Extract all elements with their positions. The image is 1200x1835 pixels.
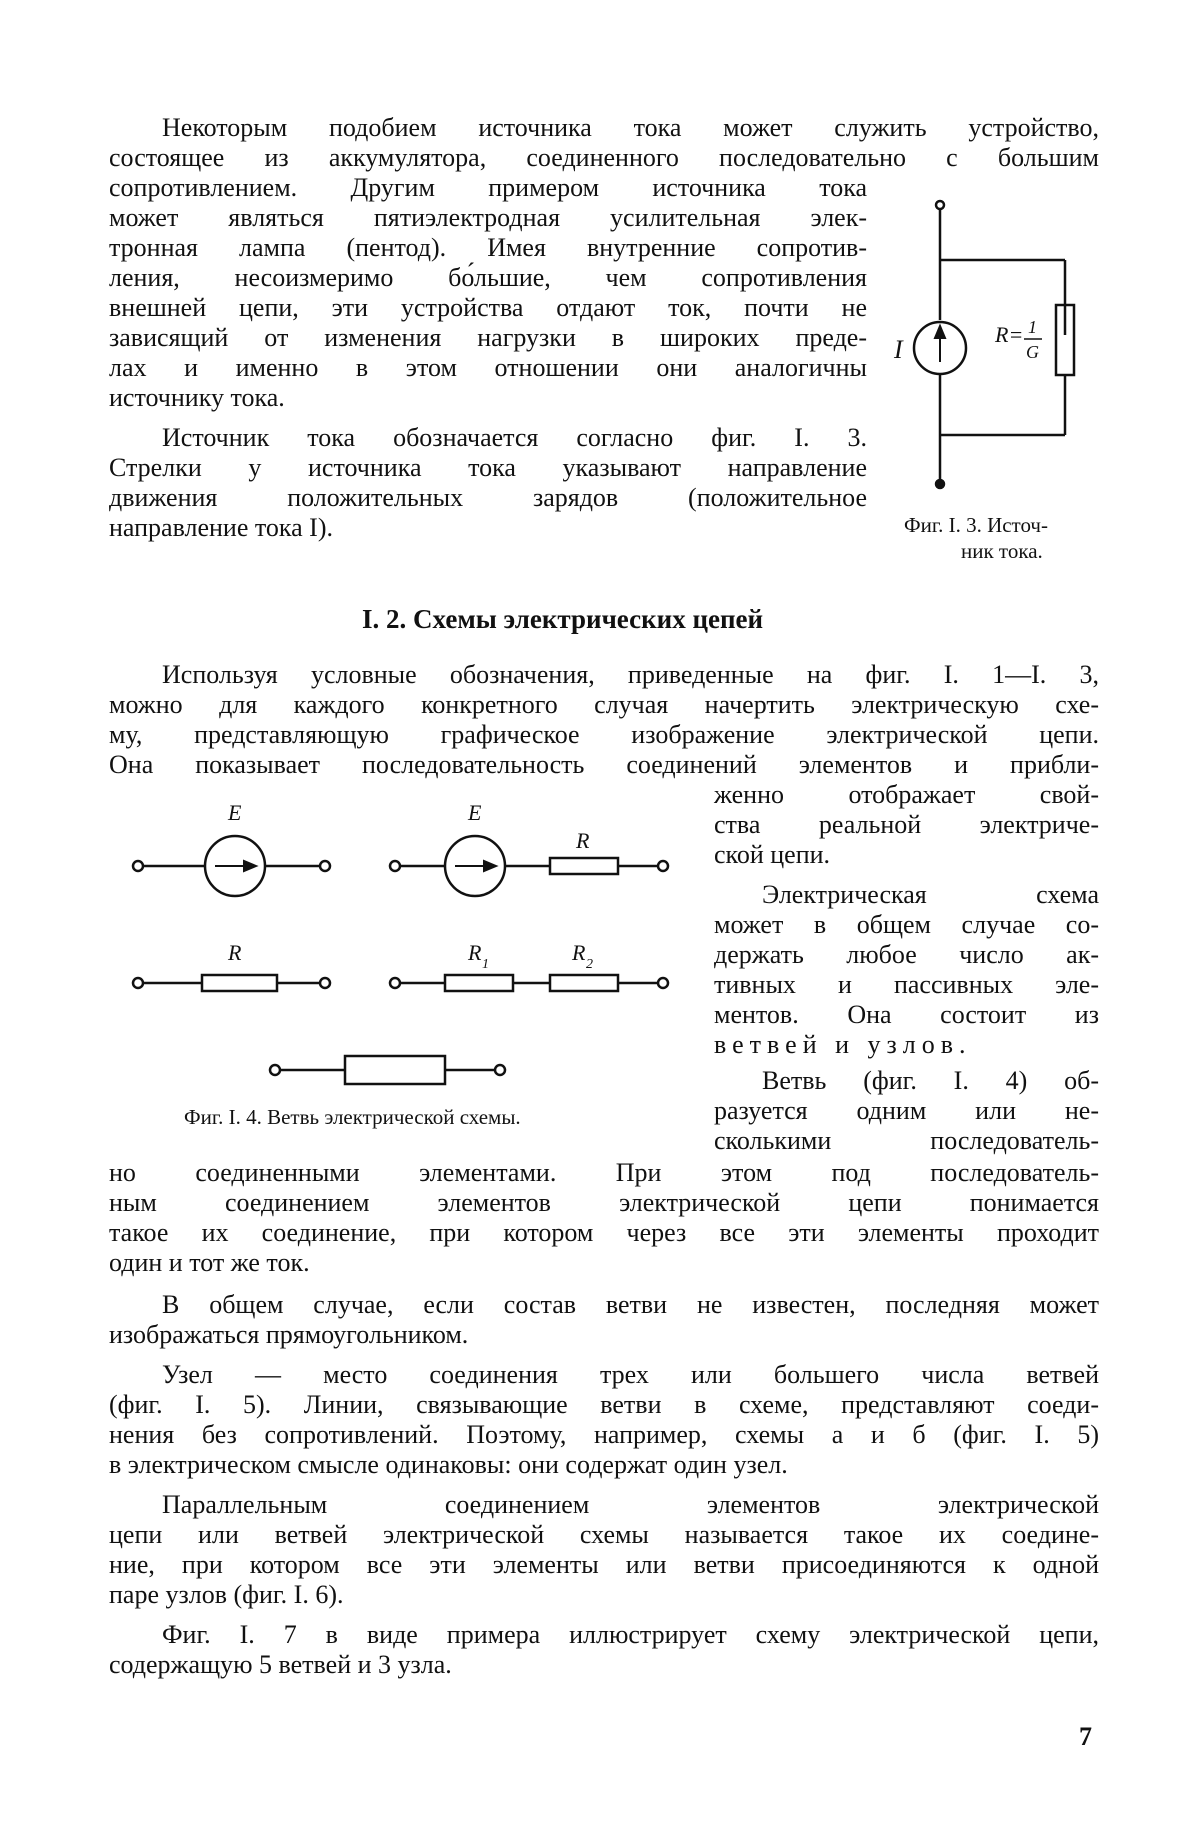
label-emf: E: [228, 800, 242, 825]
text-line: Некоторым подобием источника тока может служить устройство,: [162, 113, 1099, 142]
text-line: ментов. Она состоит из: [714, 1000, 1099, 1029]
label-fraction-den: G: [1026, 342, 1039, 362]
label-subscript: 2: [586, 957, 593, 972]
text-line: ской цепи.: [714, 840, 831, 869]
text-line: можно для каждого конкретного случая начертить электрическую схе-: [109, 690, 1099, 719]
figure-caption: ник тока.: [961, 539, 1043, 563]
text-line: ным соединением элементов электрической цепи понимается: [109, 1188, 1099, 1217]
text-line: ства реальной электриче-: [714, 810, 1099, 839]
text-line: такое их соединение, при котором через все эти элементы проходит: [109, 1218, 1099, 1247]
label-emf: E: [468, 800, 482, 825]
text-line: В общем случае, если состав ветви не известен, последняя может: [162, 1290, 1099, 1319]
text-line: ние, при котором все эти элементы или ветви присоединяются к одной: [109, 1550, 1099, 1579]
terminal-icon: [320, 861, 330, 871]
text-line: в электрическом смысле одинаковы: они содержат один узел.: [109, 1450, 788, 1479]
text-line: цепи или ветвей электрической схемы называется такое их соедине-: [109, 1520, 1099, 1549]
terminal-bottom-icon: [936, 480, 944, 488]
text-line: может являться пятиэлектродная усилительная элек-: [109, 203, 867, 232]
text-line: изображаться прямоугольником.: [109, 1320, 469, 1349]
label-subscript: 1: [482, 957, 489, 972]
terminal-icon: [133, 978, 143, 988]
text-line: тивных и пассивных эле-: [714, 970, 1099, 999]
label-resistance: R=: [995, 322, 1024, 347]
text-line: нения без сопротивлений. Поэтому, например, схемы а и б (фиг. I. 5): [109, 1420, 1099, 1449]
label-fraction-num: 1: [1028, 317, 1037, 337]
resistor-icon: [550, 858, 618, 874]
text-line: Она показывает последовательность соединений элементов и прибли-: [109, 750, 1099, 779]
figure-caption: Фиг. I. 3. Источ-: [904, 513, 1048, 537]
text-line: Стрелки у источника тока указывают направление: [109, 453, 867, 482]
text-line: один и тот же ток.: [109, 1248, 310, 1277]
terminal-icon: [658, 861, 668, 871]
terminal-icon: [658, 978, 668, 988]
branch-figure: [110, 790, 690, 1100]
text-line: но соединенными элементами. При этом под последователь-: [109, 1158, 1099, 1187]
text-line: может в общем случае со-: [714, 910, 1099, 939]
terminal-icon: [390, 861, 400, 871]
current-arrow-icon: [935, 326, 945, 362]
text-line: му, представляющую графическое изображение электрической цепи.: [109, 720, 1099, 749]
text-line: Параллельным соединением элементов электрической: [162, 1490, 1099, 1519]
branch-box-icon: [345, 1056, 445, 1084]
label-resistance: R: [468, 940, 482, 965]
terminal-icon: [320, 978, 330, 988]
text-line: движения положительных зарядов (положительное: [109, 483, 867, 512]
terminal-top-icon: [936, 201, 944, 209]
text-line: Используя условные обозначения, приведенные на фиг. I. 1—I. 3,: [162, 660, 1099, 689]
label-resistance: R: [576, 828, 590, 853]
text-line: источнику тока.: [109, 383, 285, 412]
terminal-icon: [133, 861, 143, 871]
arrow-icon: [484, 861, 496, 871]
page-number: 7: [1079, 1722, 1092, 1751]
text-line: сопротивлением. Другим примером источника тока: [109, 173, 867, 202]
text-line: Фиг. I. 7 в виде примера иллюстрирует схему электрической цепи,: [162, 1620, 1099, 1649]
resistor-icon: [202, 975, 277, 991]
text-line: сколькими последователь-: [714, 1126, 1099, 1155]
text-line: состоящее из аккумулятора, соединенного последовательно с большим: [109, 143, 1099, 172]
text-line: женно отображает свой-: [714, 780, 1099, 809]
text-line: направление тока I).: [109, 513, 333, 542]
text-line: тронная лампа (пентод). Имея внутренние сопротив-: [109, 233, 867, 262]
text-line: держать любое число ак-: [714, 940, 1099, 969]
resistor-icon: [550, 975, 618, 991]
text-line: содержащую 5 ветвей и 3 узла.: [109, 1650, 452, 1679]
figure-caption: Фиг. I. 4. Ветвь электрической схемы.: [184, 1105, 521, 1129]
text-line: ления, несоизмеримо бо́льшие, чем сопротивления: [109, 263, 867, 292]
text-line: разуется одним или не-: [714, 1096, 1099, 1125]
text-line: (фиг. I. 5). Линии, связывающие ветви в схеме, представляют соеди-: [109, 1390, 1099, 1419]
arrow-icon: [244, 861, 256, 871]
terminal-icon: [270, 1065, 280, 1075]
terminal-icon: [495, 1065, 505, 1075]
text-line: Электрическая схема: [762, 880, 1099, 909]
terminal-icon: [390, 978, 400, 988]
text-line: паре узлов (фиг. I. 6).: [109, 1580, 344, 1609]
text-line: внешней цепи, эти устройства отдают ток, почти не: [109, 293, 867, 322]
resistor-icon: [445, 975, 513, 991]
label-current: I: [894, 335, 903, 364]
label-resistance: R: [228, 940, 242, 965]
text-line: зависящий от изменения нагрузки в широких преде-: [109, 323, 867, 352]
section-title: I. 2. Схемы электрических цепей: [362, 604, 764, 634]
label-resistance: R: [572, 940, 586, 965]
text-line: Узел — место соединения трех или большего числа ветвей: [162, 1360, 1099, 1389]
text-line: ветвей и узлов.: [714, 1030, 972, 1059]
text-line: лах и именно в этом отношении они аналогичны: [109, 353, 867, 382]
text-line: Источник тока обозначается согласно фиг. I. 3.: [162, 423, 867, 452]
current-source-figure: [880, 190, 1110, 500]
text-line: Ветвь (фиг. I. 4) об-: [762, 1066, 1099, 1095]
